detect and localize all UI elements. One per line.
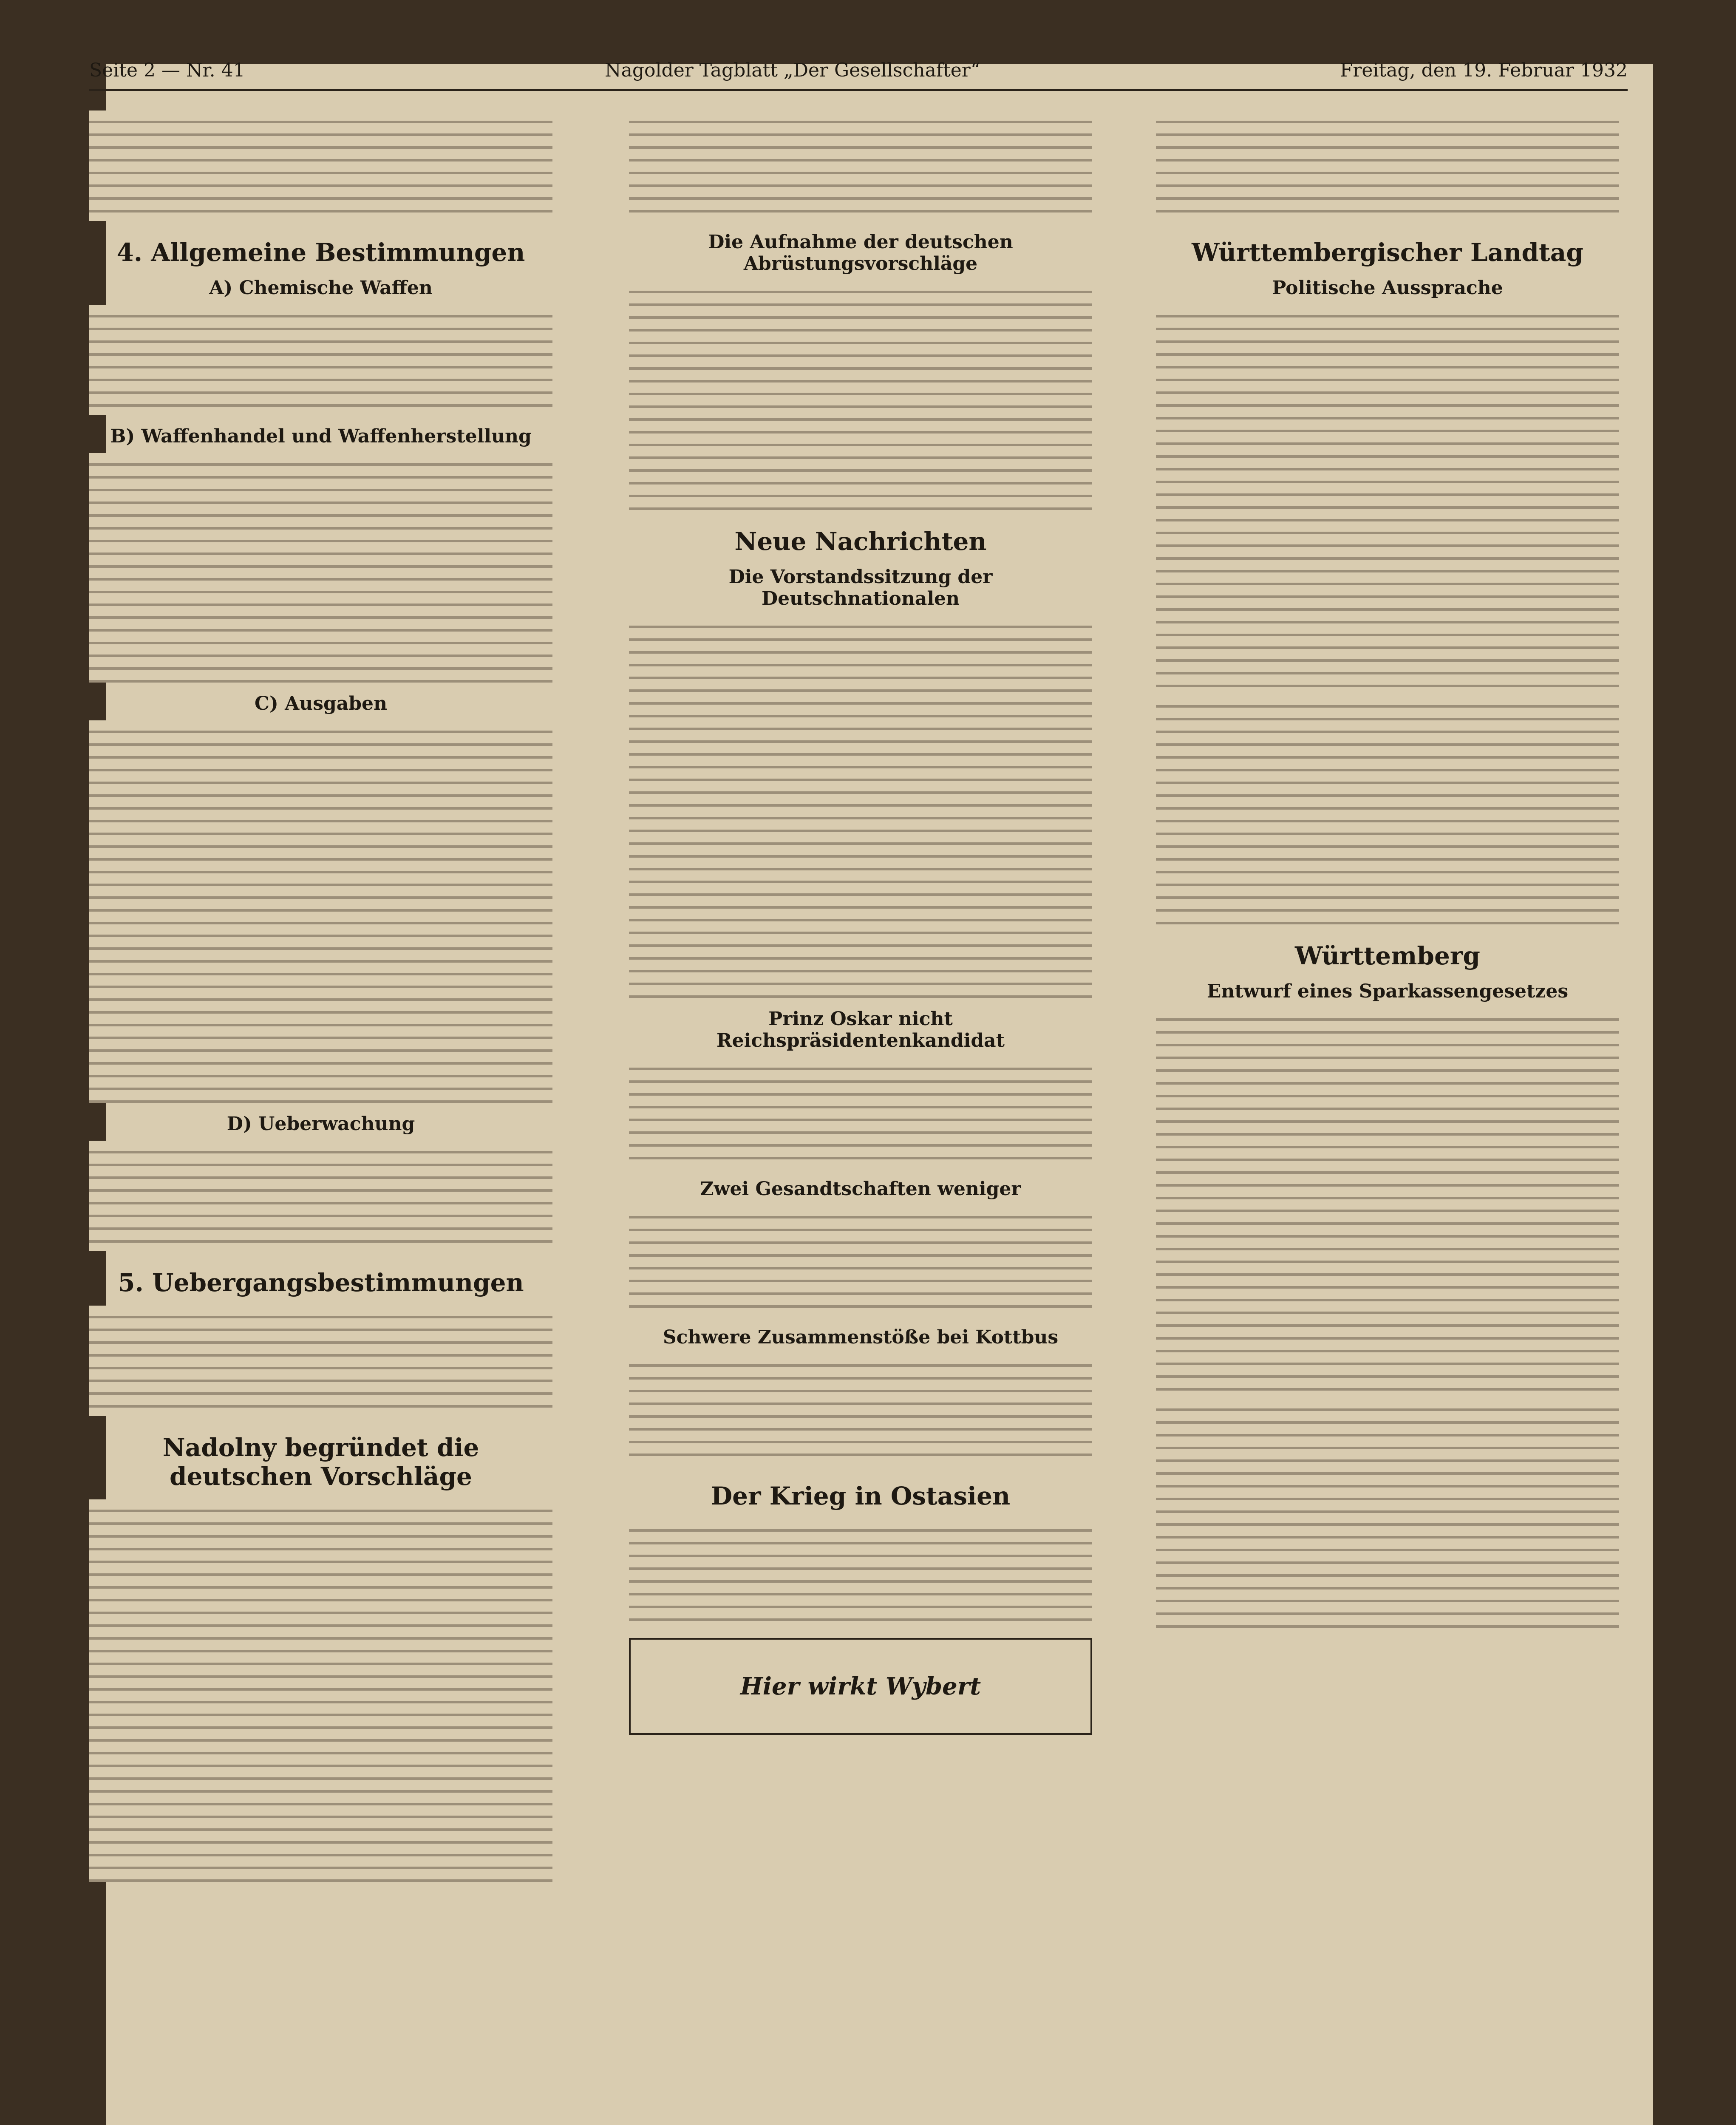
- article-text: [89, 1141, 552, 1251]
- subheadline: Prinz Oskar nicht Reichspräsidentenkandidat: [716, 1008, 1005, 1051]
- article-text: [89, 720, 552, 1103]
- article-text: [89, 453, 552, 683]
- subheadline: D) Ueberwachung: [227, 1113, 415, 1135]
- column-2: [629, 110, 1092, 1735]
- article-text: [629, 1354, 1092, 1465]
- newspaper-title: Nagolder Tagblatt „Der Gesellschafter“: [605, 59, 980, 81]
- article-text: [1156, 305, 1619, 687]
- article-text: [89, 1306, 552, 1416]
- advertisement: Hier wirkt Wybert: [629, 1638, 1092, 1735]
- headline: 5. Uebergangsbestimmungen: [118, 1268, 524, 1297]
- headline: 4. Allgemeine Bestimmungen: [116, 238, 525, 267]
- article-text: [629, 1206, 1092, 1316]
- article-text: [1156, 695, 1619, 924]
- subheadline: Entwurf eines Sparkassengesetzes: [1206, 980, 1569, 1002]
- subheadline: Die Aufnahme der deutschen Abrüstungsvorschläge: [708, 231, 1013, 275]
- article-text: [629, 280, 1092, 510]
- issue-date: Freitag, den 19. Februar 1932: [1340, 59, 1628, 81]
- masthead: [89, 51, 1628, 91]
- column-1: [89, 110, 552, 1890]
- article-text: [1156, 1398, 1619, 1628]
- subheadline: C) Ausgaben: [254, 693, 388, 714]
- subheadline: Schwere Zusammenstöße bei Kottbus: [663, 1326, 1059, 1348]
- article-text: [629, 1519, 1092, 1629]
- page-number: Seite 2 — Nr. 41: [89, 59, 245, 81]
- article-text: [1156, 1008, 1619, 1391]
- subheadline: Zwei Gesandtschaften weniger: [700, 1178, 1021, 1200]
- column-3: [1156, 110, 1619, 1635]
- article-text: [1156, 110, 1619, 221]
- subheadline: Politische Aussprache: [1272, 277, 1503, 299]
- article-text: [629, 110, 1092, 221]
- section-heading: Neue Nachrichten: [734, 527, 987, 556]
- subheadline: Die Vorstandssitzung der Deutschnationalen: [728, 566, 993, 609]
- article-text: [629, 1057, 1092, 1168]
- subheadline: A) Chemische Waffen: [209, 277, 433, 299]
- article-text: [89, 110, 552, 221]
- headline: Nadolny begründet die deutschen Vorschläge: [162, 1433, 479, 1491]
- headline: Der Krieg in Ostasien: [711, 1482, 1011, 1510]
- article-text: [629, 615, 1092, 998]
- article-text: [89, 1499, 552, 1882]
- article-text: [89, 305, 552, 415]
- subheadline: B) Waffenhandel und Waffenherstellung: [110, 425, 532, 447]
- headline: Württembergischer Landtag: [1192, 238, 1583, 267]
- headline: Württemberg: [1295, 941, 1480, 970]
